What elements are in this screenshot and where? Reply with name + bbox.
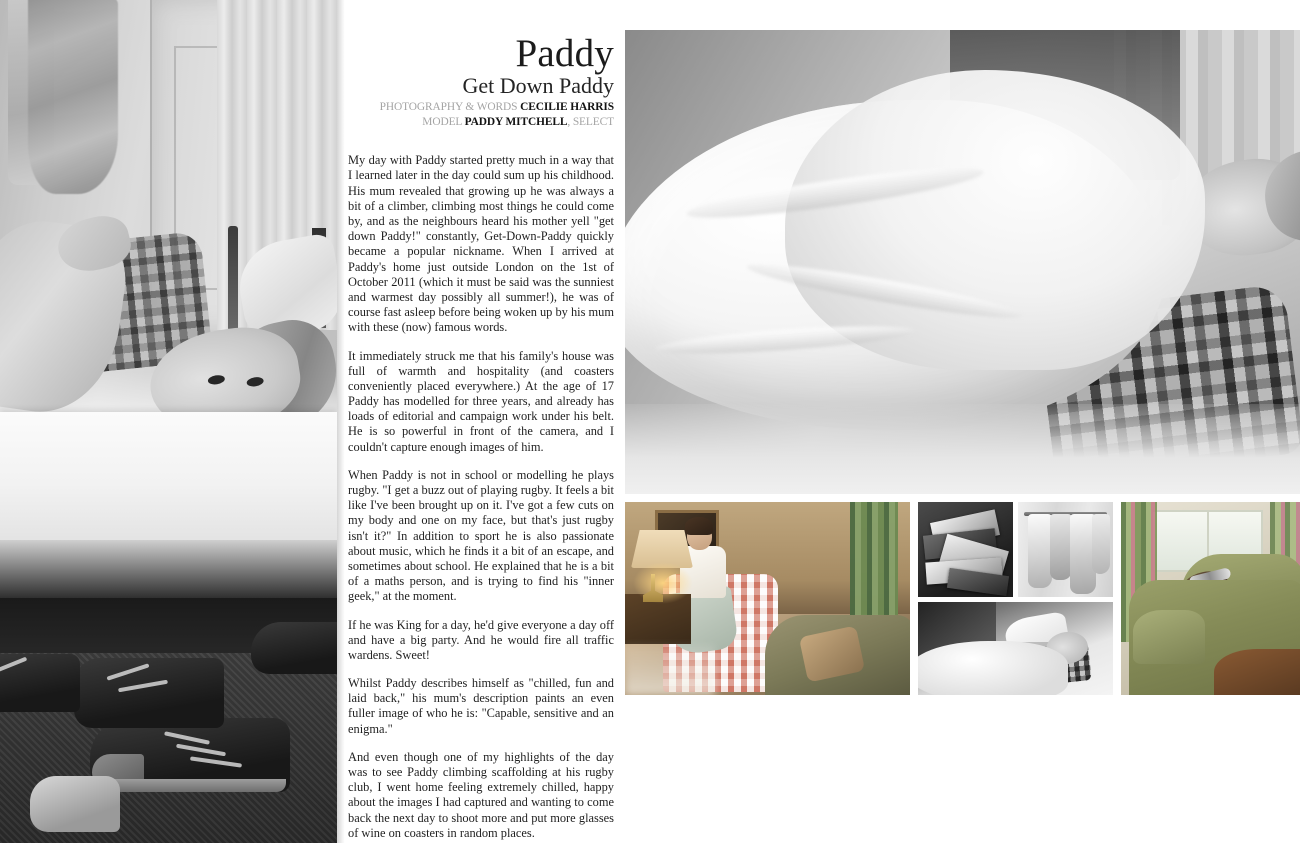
hero-duvet-second <box>785 70 1205 370</box>
bed-post-left <box>228 226 238 331</box>
hero-bottom-sheet <box>625 404 1300 494</box>
photo-grid <box>625 502 1300 695</box>
hanging-garment <box>1028 514 1052 588</box>
foreground-blur <box>625 645 715 695</box>
left-photo-sneakers <box>0 598 337 843</box>
under-bed-shadow <box>0 540 337 600</box>
grid-photo-sleeping <box>918 602 1113 695</box>
sneaker-lace <box>118 680 168 693</box>
hanging-garment <box>28 0 118 194</box>
lamp-glow <box>633 562 693 604</box>
grid-photo-wardrobe <box>1018 502 1113 597</box>
sneaker-back <box>74 658 224 728</box>
left-photo-bedroom <box>0 0 337 600</box>
sneaker-front <box>90 718 290 792</box>
sneaker-white <box>30 776 120 832</box>
page-gutter <box>337 0 348 843</box>
credit-model-agency: , SELECT <box>567 115 614 128</box>
grid-photo-books <box>918 502 1013 597</box>
model-hair <box>685 517 713 535</box>
sneaker-lace <box>106 663 149 680</box>
grid-photo-armchair <box>625 502 910 695</box>
grid-photo-green-sofa <box>1121 502 1300 695</box>
article-paragraph: If he was King for a day, he'd give everyone a day off and have a big party. And he would fire all traffic wardens. Sweet! <box>348 617 614 662</box>
article-text-column <box>348 0 614 843</box>
sneaker-far <box>0 654 80 712</box>
sneaker-lace <box>176 744 226 757</box>
left-feature-photo <box>0 0 337 843</box>
hanging-garment <box>1050 514 1072 580</box>
eye-left <box>207 374 225 386</box>
credit-line-photography <box>348 100 614 115</box>
credit-model-name: PADDY MITCHELL <box>464 115 568 128</box>
article-paragraph: And even though one of my highlights of the day was to see Paddy climbing scaffolding at his rugby club, I went home feeling extremely chilled, happy about the images I had captured and wanting to come back the next day to shoot more and put more glasses of wine on coasters in random places. <box>348 749 614 840</box>
mattress <box>0 412 337 542</box>
credit-line-model <box>348 115 614 130</box>
hanging-garment <box>1092 514 1110 574</box>
sneaker-lace <box>0 657 27 676</box>
hero-photo-bed <box>625 30 1300 494</box>
page-subtitle: Get Down Paddy <box>462 73 614 98</box>
sneaker-corner <box>251 622 337 674</box>
wooden-table <box>1214 649 1300 695</box>
sofa-arm <box>1133 610 1205 664</box>
article-paragraph: When Paddy is not in school or modelling he plays rugby. "I get a buzz out of playing rugby. It feels a bit like I've been brought up on it. I've got a few cuts on my body and one on my face, but that's just rugby isn't it?" In addition to sport he is also passionate about music, which he finds it a bit of an escape, and sometimes about school. He explained that he is a bit of a maths person, and is trying to find his "inner geek," at the moment. <box>348 467 614 604</box>
article-paragraph: My day with Paddy started pretty much in a way that I learned later in the day could sum up his childhood. His mum revealed that growing up he was always a bit of a climber, climbing most things he could come by, and as the neighbours heard his mother yell "get down Paddy!" constantly, Get-Down-Paddy quickly became a popular nickname. When I arrived at Paddy's home just outside London on the 1st of October 2011 (which it must be said was the sunniest and warmest day possibly all summer!), he was of course fast asleep before being woken up by his mum with these (now) famous words. <box>348 153 614 335</box>
article-paragraph: It immediately struck me that his family's house was full of warmth and hospitality (and coasters conveniently placed everywhere.) At the age of 17 Paddy has modelled for three years, and already has loads of editorial and campaign work under his belt. He is so powerful in front of the camera, and I couldn't capture enough images of him. <box>348 348 614 454</box>
credits-block <box>348 100 614 129</box>
article-body <box>348 153 614 841</box>
credit-photography-label: PHOTOGRAPHY & WORDS <box>379 101 518 114</box>
page-title: Paddy <box>515 32 614 75</box>
credit-photographer-name: CECILIE HARRIS <box>520 101 614 114</box>
eye-right <box>246 376 264 388</box>
armchair-curtain <box>850 502 898 622</box>
duvet <box>918 641 1068 695</box>
sneaker-lace <box>190 756 242 767</box>
article-paragraph: Whilst Paddy describes himself as "chilled, fun and laid back," his mum's description paints an even fuller image of who he is: "Capable, sensitive and an enigma." <box>348 676 614 736</box>
sneaker-lace <box>164 731 210 744</box>
sneaker-sole <box>92 779 286 792</box>
credit-model-label: MODEL <box>422 115 462 128</box>
